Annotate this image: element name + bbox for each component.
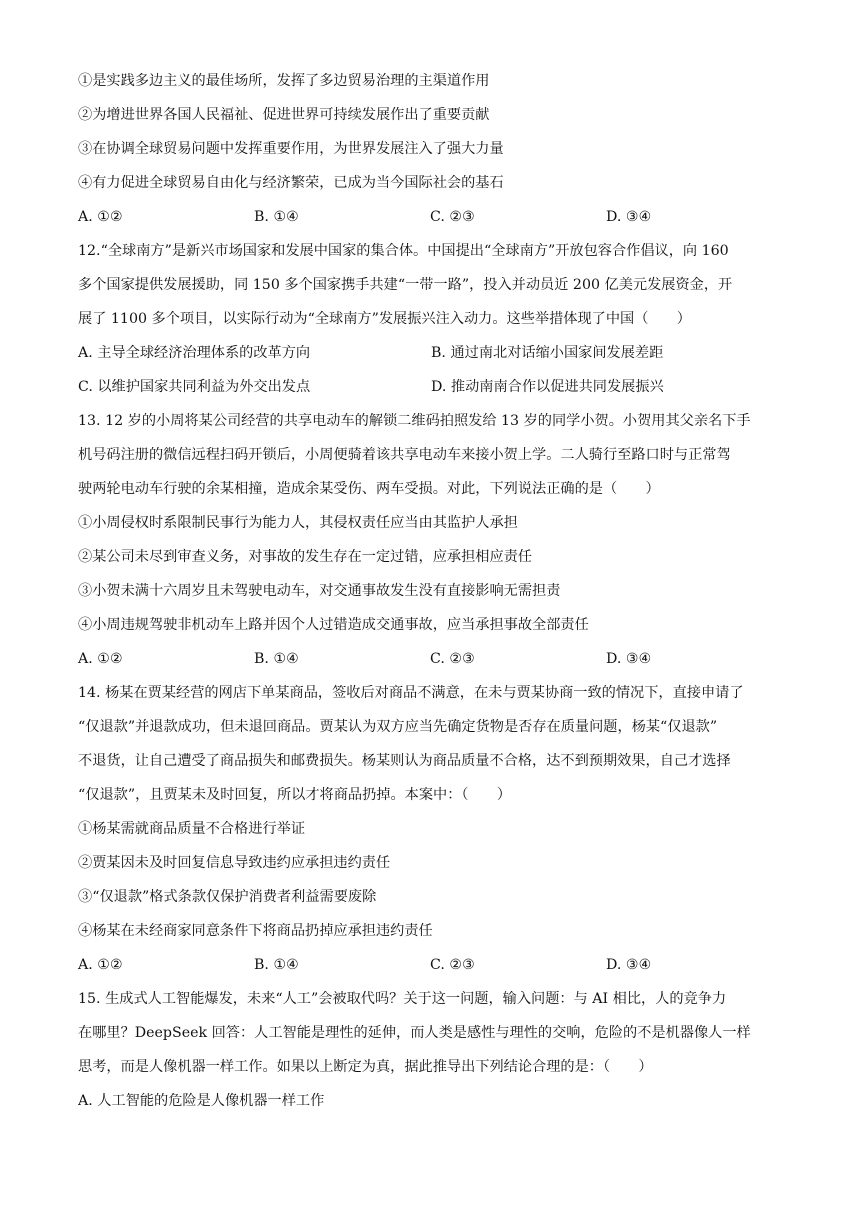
question-text: 驶两轮电动车行驶的余某相撞，造成余某受伤、两车受损。对此，下列说法正确的是（ ）: [78, 481, 660, 497]
exam-page: [78, 64, 784, 1118]
question-text: 15. 生成式人工智能爆发，未来“人工”会被取代吗？关于这一问题，输入问题：与 AI 相比，人的竞争力: [78, 991, 727, 1007]
question-text: 14. 杨某在贾某经营的网店下单某商品，签收后对商品不满意，在未与贾某协商一致的情况下，直接申请了: [78, 685, 744, 701]
option-d: D. ③④: [606, 651, 652, 667]
statement: ②某公司未尽到审查义务，对事故的发生存在一定过错，应承担相应责任: [78, 549, 533, 565]
answer-options: [78, 642, 784, 676]
option-d: D. ③④: [606, 957, 652, 973]
statement: ③在协调全球贸易问题中发挥重要作用，为世界发展注入了强大力量: [78, 141, 504, 157]
statement: ②贾某因未及时回复信息导致违约应承担违约责任: [78, 855, 391, 871]
question-text: “仅退款”并退款成功，但未退回商品。贾某认为双方应当先确定货物是否存在质量问题，杨某“仅退款”: [78, 719, 718, 735]
option-a: A. 主导全球经济治理体系的改革方向: [78, 345, 311, 361]
option-a: A. ①②: [78, 957, 123, 973]
question-13: [78, 404, 784, 676]
question-text: 机号码注册的微信远程扫码开锁后，小周便骑着该共享电动车来接小贺上学。二人骑行至路口时与正常驾: [78, 447, 731, 463]
statement: ④有力促进全球贸易自由化与经济繁荣，已成为当今国际社会的基石: [78, 175, 504, 191]
answer-options: [78, 200, 784, 234]
question-text: 多个国家提供发展援助，同 150 多个国家携手共建“一带一路”，投入并动员近 200 亿美元发展资金，开: [78, 277, 733, 293]
question-11: [78, 64, 784, 234]
option-a: A. ①②: [78, 651, 123, 667]
question-text: 思考，而是人像机器一样工作。如果以上断定为真，据此推导出下列结论合理的是：（ ）: [78, 1059, 653, 1075]
option-b: B. ①④: [254, 651, 299, 667]
statement: ②为增进世界各国人民福祉、促进世界可持续发展作出了重要贡献: [78, 107, 490, 123]
option-a: A. 人工智能的危险是人像机器一样工作: [78, 1093, 325, 1109]
question-14: [78, 676, 784, 982]
question-text: 展了 1100 多个项目，以实际行动为“全球南方”发展振兴注入动力。这些举措体现了中国（ ）: [78, 311, 691, 327]
statement: ①是实践多边主义的最佳场所，发挥了多边贸易治理的主渠道作用: [78, 73, 490, 89]
statement: ③“仅退款”格式条款仅保护消费者利益需要废除: [78, 889, 377, 905]
question-text: 在哪里？DeepSeek 回答：人工智能是理性的延伸，而人类是感性与理性的交响，危险的不是机器像人一样: [78, 1025, 751, 1041]
answer-options-row-2: [78, 370, 784, 404]
option-b: B. ①④: [254, 209, 299, 225]
statement: ①小周侵权时系限制民事行为能力人，其侵权责任应当由其监护人承担: [78, 515, 518, 531]
statement: ①杨某需就商品质量不合格进行举证: [78, 821, 306, 837]
question-text: 不退货，让自己遭受了商品损失和邮费损失。杨某则认为商品质量不合格，达不到预期效果，自己才选择: [78, 753, 731, 769]
option-c: C. ②③: [430, 651, 475, 667]
question-text: 12.“全球南方”是新兴市场国家和发展中国家的集合体。中国提出“全球南方”开放包容合作倡议，向 160: [78, 243, 729, 259]
option-d: D. ③④: [606, 209, 652, 225]
option-b: B. 通过南北对话缩小国家间发展差距: [431, 345, 664, 361]
option-c: C. ②③: [430, 209, 475, 225]
option-d: D. 推动南南合作以促进共同发展振兴: [431, 379, 664, 395]
option-c: C. ②③: [430, 957, 475, 973]
question-15: [78, 982, 784, 1118]
option-c: C. 以维护国家共同利益为外交出发点: [78, 379, 311, 395]
question-text: 13. 12 岁的小周将某公司经营的共享电动车的解锁二维码拍照发给 13 岁的同学小贺。小贺用其父亲名下手: [78, 413, 751, 429]
answer-options-row-1: [78, 336, 784, 370]
question-12: [78, 234, 784, 404]
statement: ④小周违规驾驶非机动车上路并因个人过错造成交通事故，应当承担事故全部责任: [78, 617, 589, 633]
statement: ④杨某在未经商家同意条件下将商品扔掉应承担违约责任: [78, 923, 433, 939]
option-b: B. ①④: [254, 957, 299, 973]
question-text: “仅退款”，且贾某未及时回复，所以才将商品扔掉。本案中：（ ）: [78, 787, 512, 803]
answer-options: [78, 948, 784, 982]
option-a: A. ①②: [78, 209, 123, 225]
statement: ③小贺未满十六周岁且未驾驶电动车，对交通事故发生没有直接影响无需担责: [78, 583, 561, 599]
